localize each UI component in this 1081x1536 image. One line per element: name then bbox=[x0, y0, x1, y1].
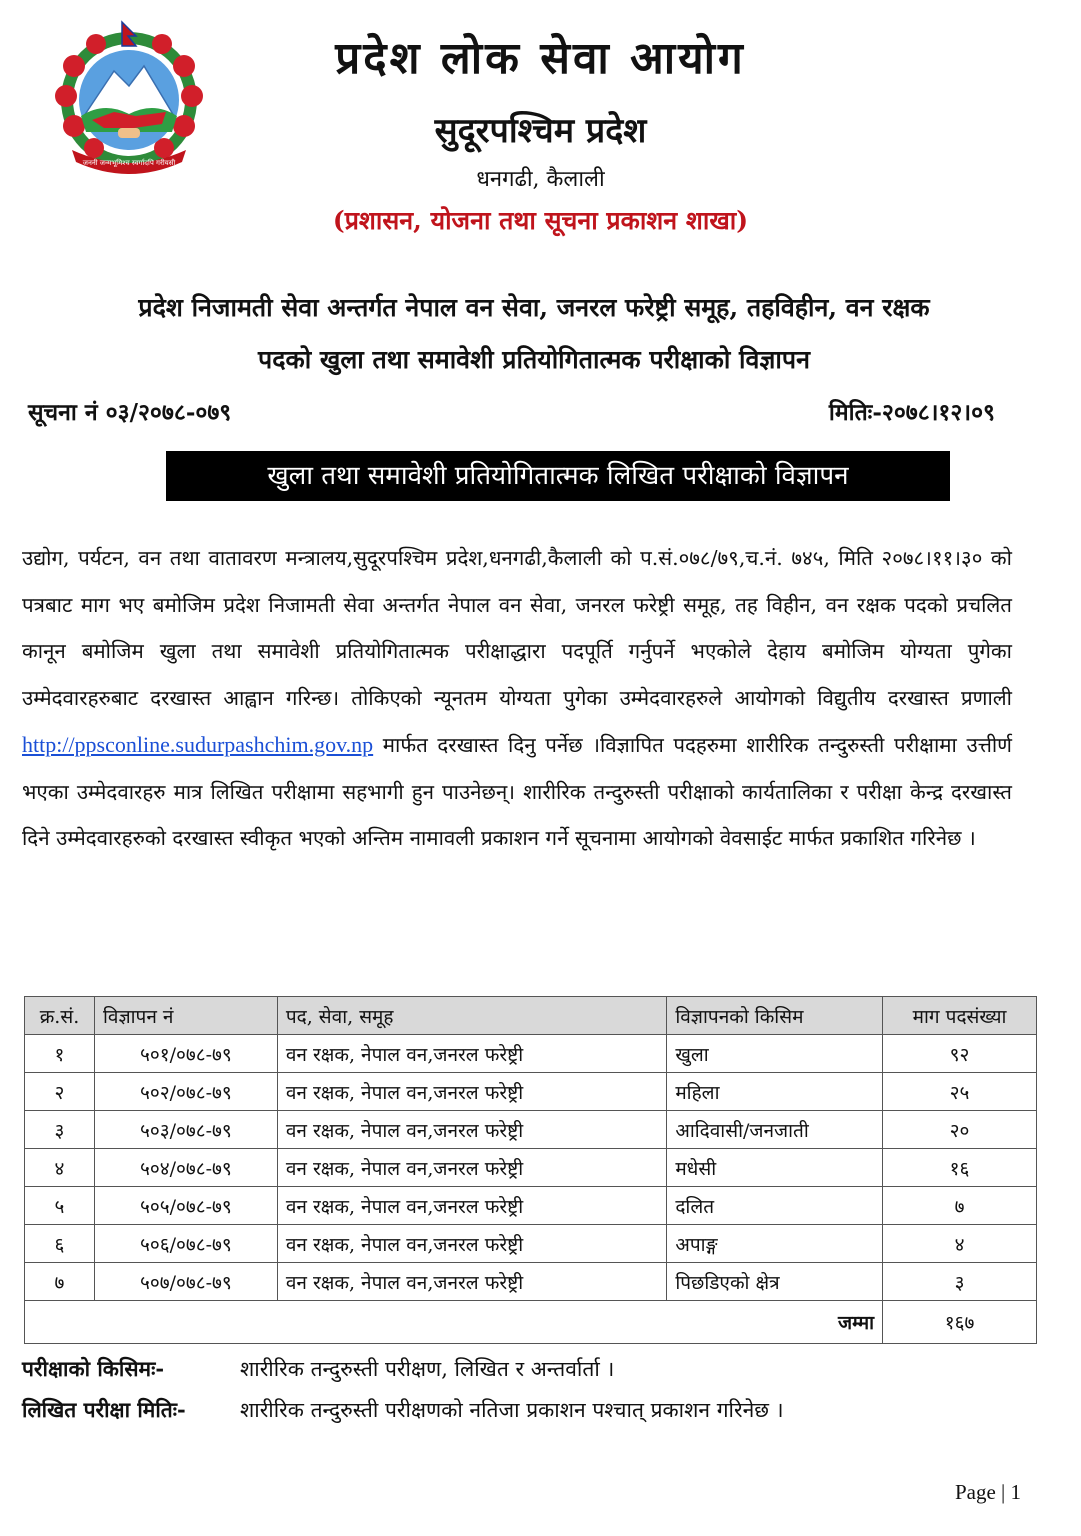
cell-post: वन रक्षक, नेपाल वन,जनरल फरेष्ट्री bbox=[277, 1149, 666, 1187]
written-exam-date-label: लिखित परीक्षा मितिः- bbox=[22, 1397, 186, 1422]
total-value: १६७ bbox=[883, 1301, 1037, 1344]
application-link[interactable]: http://ppsconline.sudurpashchim.gov.np bbox=[22, 731, 374, 757]
header-ad-type: विज्ञापनको किसिम bbox=[667, 997, 883, 1035]
cell-ad-type: आदिवासी/जनजाती bbox=[667, 1111, 883, 1149]
cell-posts: ४ bbox=[883, 1225, 1037, 1263]
cell-ad-number: ५०४/०७८-७९ bbox=[94, 1149, 277, 1187]
cell-post: वन रक्षक, नेपाल वन,जनरल फरेष्ट्री bbox=[277, 1073, 666, 1111]
emblem-motto: जननी जन्मभूमिश्च स्वर्गादपि गरीयसी bbox=[82, 159, 176, 167]
table-row bbox=[25, 1035, 1037, 1073]
notice-heading-line1: प्रदेश निजामती सेवा अन्तर्गत नेपाल वन सेवा, जनरल फरेष्ट्री समूह, तहविहीन, वन रक्षक bbox=[138, 293, 930, 322]
notice-number: सूचना नं ०३/२०७८-०७९ bbox=[28, 399, 232, 426]
exam-type-label: परीक्षाको किसिमः- bbox=[22, 1356, 165, 1381]
exam-type-value: शारीरिक तन्दुरुस्ती परीक्षण, लिखित र अन्तर्वार्ता । bbox=[240, 1357, 615, 1381]
header-post-service-group: पद, सेवा, समूह bbox=[277, 997, 666, 1035]
page-number: Page | 1 bbox=[954, 1480, 1021, 1504]
table-row bbox=[25, 1073, 1037, 1111]
table-row bbox=[25, 1187, 1037, 1225]
cell-serial: ७ bbox=[25, 1263, 95, 1301]
cell-ad-number: ५०७/०७८-७९ bbox=[94, 1263, 277, 1301]
cell-posts: ३ bbox=[883, 1263, 1037, 1301]
cell-post: वन रक्षक, नेपाल वन,जनरल फरेष्ट्री bbox=[277, 1263, 666, 1301]
header-ad-number: विज्ञापन नं bbox=[94, 997, 277, 1035]
cell-ad-number: ५०३/०७८-७९ bbox=[94, 1111, 277, 1149]
cell-ad-type: मधेसी bbox=[667, 1149, 883, 1187]
header-required-posts: माग पदसंख्या bbox=[883, 997, 1037, 1035]
cell-ad-type: खुला bbox=[667, 1035, 883, 1073]
cell-ad-number: ५०२/०७८-७९ bbox=[94, 1073, 277, 1111]
table-row bbox=[25, 1111, 1037, 1149]
body-text-part1: उद्योग, पर्यटन, वन तथा वातावरण मन्त्रालय,सुदूरपश्चिम प्रदेश,धनगढी,कैलाली को प.सं.०७८/७९,च.नं. ७४५, मिति २०७८।११।३० को पत्रबाट माग भए बमोजिम प्रदेश निजामती सेवा अन्तर्गत नेपाल वन सेवा, जनरल फरेष्ट्री समूह, तह विहीन, वन रक्षक पदको प्रचलित कानून बमोजिम खुला तथा समावेशी प्रतियोगितात्मक परीक्षाद्धारा पदपूर्ति गर्नुपर्ने भएकोले देहाय बमोजिम योग्यता पुगेका उम्मेदवारहरुबाट दरखास्त आह्वान गरिन्छ। तोकिएको न्यूनतम योग्यता पुगेका उम्मेदवारहरुले आयोगको विद्युतीय दरखास्त प्रणाली bbox=[22, 546, 1012, 711]
table-row bbox=[25, 1263, 1037, 1301]
cell-post: वन रक्षक, नेपाल वन,जनरल फरेष्ट्री bbox=[277, 1111, 666, 1149]
cell-ad-type: महिला bbox=[667, 1073, 883, 1111]
body-text-part2: मार्फत दरखास्त दिनु पर्नेछ ।विज्ञापित पदहरुमा शारीरिक तन्दुरुस्ती परीक्षामा उत्तीर्ण भएका उम्मेदवारहरु मात्र लिखित परीक्षामा सहभागी हुन पाउनेछन्। शारीरिक तन्दुरुस्ती परीक्षाको कार्यतालिका र परीक्षा केन्द्र दरखास्त दिने उम्मेदवारहरुको दरखास्त स्वीकृत भएको अन्तिम नामावली प्रकाशन गर्ने सूचनामा आयोगको वेवसाईट मार्फत प्रकाशित गरिनेछ । bbox=[22, 732, 1012, 851]
exam-banner: खुला तथा समावेशी प्रतियोगितात्मक लिखित परीक्षाको विज्ञापन bbox=[166, 451, 950, 501]
cell-posts: २५ bbox=[883, 1073, 1037, 1111]
cell-ad-number: ५०५/०७८-७९ bbox=[94, 1187, 277, 1225]
notice-body bbox=[22, 535, 1012, 862]
total-label: जम्मा bbox=[25, 1301, 883, 1344]
cell-serial: १ bbox=[25, 1035, 95, 1073]
cell-ad-number: ५०६/०७८-७९ bbox=[94, 1225, 277, 1263]
cell-post: वन रक्षक, नेपाल वन,जनरल फरेष्ट्री bbox=[277, 1225, 666, 1263]
page-title: प्रदेश लोक सेवा आयोग bbox=[335, 33, 746, 84]
table-row bbox=[25, 1149, 1037, 1187]
notice-heading bbox=[24, 282, 1044, 386]
cell-post: वन रक्षक, नेपाल वन,जनरल फरेष्ट्री bbox=[277, 1035, 666, 1073]
written-exam-date-value: शारीरिक तन्दुरुस्ती परीक्षणको नतिजा प्रकाशन पश्चात् प्रकाशन गरिनेछ । bbox=[240, 1398, 784, 1422]
header-serial: क्र.सं. bbox=[25, 997, 95, 1035]
notice-heading-line2: पदको खुला तथा समावेशी प्रतियोगितात्मक परीक्षाको विज्ञापन bbox=[258, 345, 810, 374]
cell-posts: १६ bbox=[883, 1149, 1037, 1187]
table-total-row bbox=[25, 1301, 1037, 1344]
cell-posts: ७ bbox=[883, 1187, 1037, 1225]
cell-posts: ९२ bbox=[883, 1035, 1037, 1073]
branch-name: (प्रशासन, योजना तथा सूचना प्रकाशन शाखा) bbox=[332, 206, 749, 235]
cell-ad-type: अपाङ्ग bbox=[667, 1225, 883, 1263]
cell-posts: २० bbox=[883, 1111, 1037, 1149]
written-exam-date-row bbox=[22, 1396, 784, 1424]
advertisement-table bbox=[24, 996, 1037, 1344]
cell-ad-number: ५०१/०७८-७९ bbox=[94, 1035, 277, 1073]
cell-post: वन रक्षक, नेपाल वन,जनरल फरेष्ट्री bbox=[277, 1187, 666, 1225]
exam-type-row bbox=[22, 1355, 614, 1383]
cell-serial: ६ bbox=[25, 1225, 95, 1263]
cell-ad-type: पिछडिएको क्षेत्र bbox=[667, 1263, 883, 1301]
cell-serial: ४ bbox=[25, 1149, 95, 1187]
cell-ad-type: दलित bbox=[667, 1187, 883, 1225]
notice-date: मितिः-२०७८।१२।०९ bbox=[828, 399, 995, 426]
cell-serial: ३ bbox=[25, 1111, 95, 1149]
office-location: धनगढी, कैलाली bbox=[476, 167, 605, 192]
table-header-row bbox=[25, 997, 1037, 1035]
province-name: सुदूरपश्चिम प्रदेश bbox=[434, 111, 647, 151]
cell-serial: ५ bbox=[25, 1187, 95, 1225]
cell-serial: २ bbox=[25, 1073, 95, 1111]
table-row bbox=[25, 1225, 1037, 1263]
